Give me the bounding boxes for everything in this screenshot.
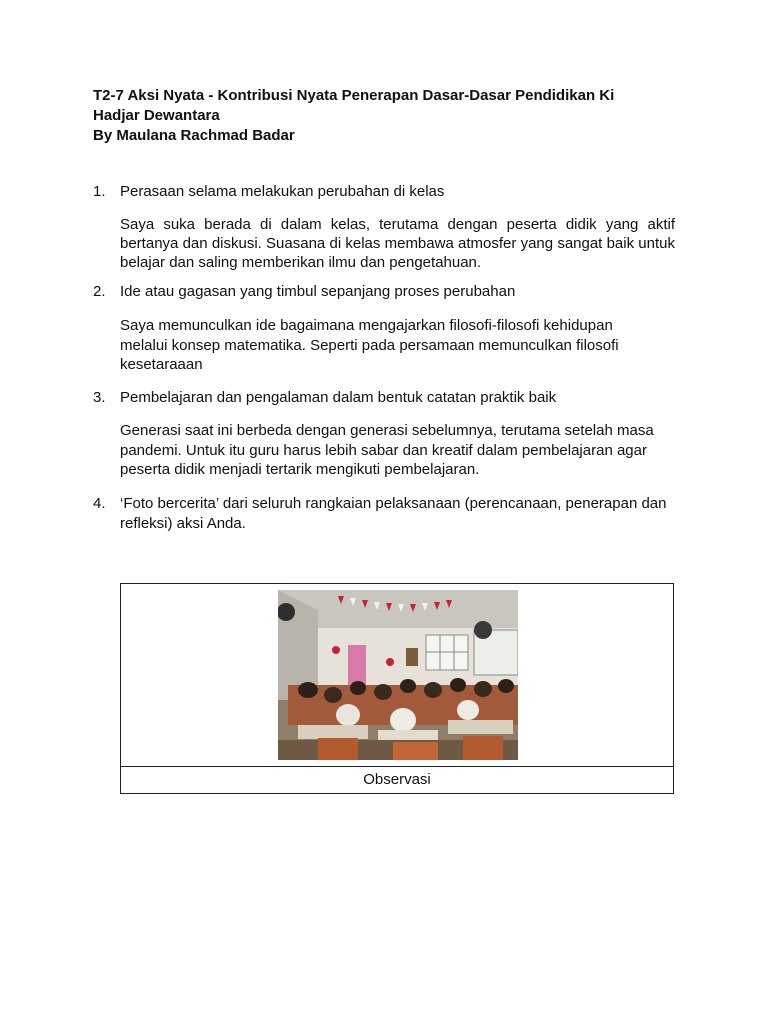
photo-table [120,583,674,794]
classroom-photo [278,590,518,760]
item-3-answer: Generasi saat ini berbeda dengan generasi sebelumnya, terutama setelah masa pandemi. Untuk itu guru harus lebih sabar dan kreatif dalam pembelajaran agar peserta didik menjadi tertarik mengikuti pembelajaran. [120,422,654,478]
photo-caption: Observasi [363,771,431,788]
title-line-2: Hadjar Dewantara [93,107,220,124]
item-1-question: Perasaan selama melakukan perubahan di kelas [120,183,445,200]
title-line-1: T2-7 Aksi Nyata - Kontribusi Nyata Penerapan Dasar-Dasar Pendidikan Ki [93,87,615,104]
item-2-number: 2. [93,283,106,300]
item-1-answer: Saya suka berada di dalam kelas, terutama dengan peserta didik yang aktif bertanya dan diskusi. Suasana di kelas membawa atmosfer yang sangat baik untuk belajar dan saling memberikan ilmu dan pengetahuan. [120,216,675,271]
photo-cell [121,584,673,767]
item-3-question: Pembelajaran dan pengalaman dalam bentuk catatan praktik baik [120,389,557,406]
author-line: By Maulana Rachmad Badar [93,127,295,144]
item-4-question: ‘Foto bercerita’ dari seluruh rangkaian pelaksanaan (perencanaan, penerapan dan refleksi) aksi Anda. [120,495,667,532]
item-2-question: Ide atau gagasan yang timbul sepanjang proses perubahan [120,283,516,300]
item-4-number: 4. [93,495,106,512]
document-title [93,86,693,146]
item-2-answer: Saya memunculkan ide bagaimana mengajarkan filosofi-filosofi kehidupan melalui konsep matematika. Seperti pada persamaan memunculkan filosofi kesetaraaan [120,317,619,373]
item-3-number: 3. [93,389,106,406]
item-1-number: 1. [93,183,106,200]
